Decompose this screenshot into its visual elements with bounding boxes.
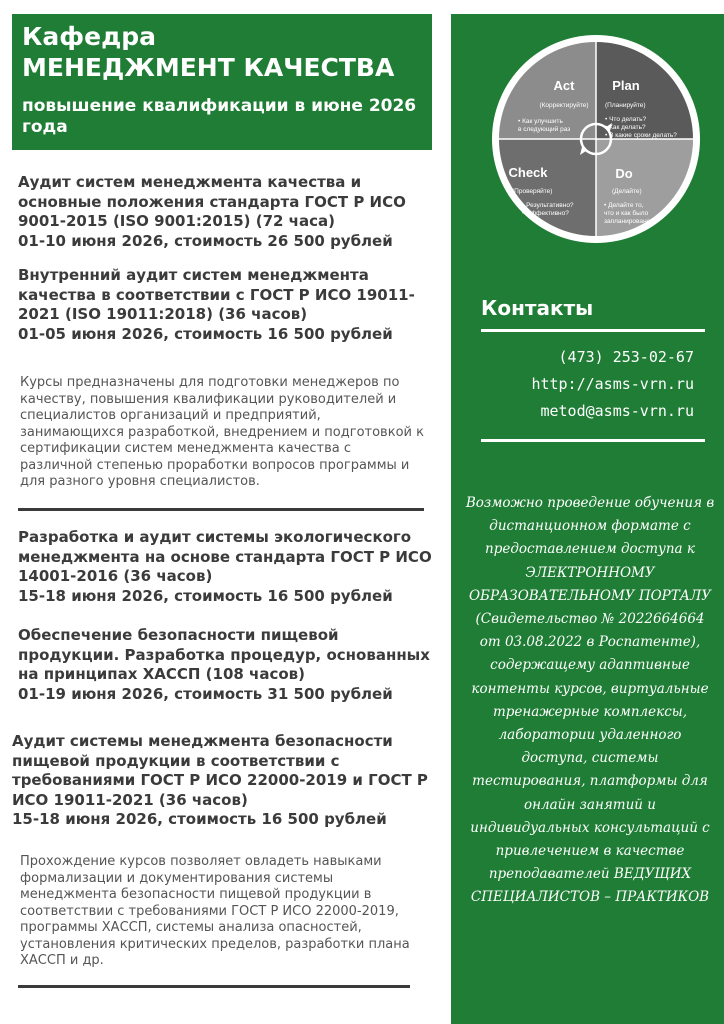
check-subtitle: (Проверяйте): [512, 188, 553, 195]
department-name: МЕНЕДЖМЕНТ КАЧЕСТВА: [22, 53, 395, 82]
course-item: [18, 173, 433, 251]
plan-line: • Что делать?: [605, 116, 647, 123]
course-title: Разработка и аудит системы экологического менеджмента на основе стандарта ГОСТ Р ИСО 14001-2016 (36 часов): [18, 528, 432, 585]
plan-subtitle: (Планируйте): [605, 102, 646, 109]
pdca-cycle-diagram: [492, 35, 700, 243]
do-title: Do: [615, 166, 633, 181]
course-info: 15-18 июня 2026, стоимость 16 500 рублей: [12, 810, 387, 828]
contacts-divider: [481, 329, 705, 332]
act-line: • Как улучшить: [518, 118, 563, 125]
plan-title: Plan: [612, 78, 640, 93]
check-line: • Результативно?: [522, 202, 574, 209]
course-title: Аудит системы менеджмента безопасности пищевой продукции в соответствии с требованиями ГОСТ Р ИСО 22000-2019 и ГОСТ Р ИСО 19011-2021 (36 часов): [12, 732, 428, 809]
check-line: • Эффективно?: [522, 210, 569, 217]
act-subtitle: (Корректируйте): [539, 102, 589, 109]
course-item: [18, 626, 433, 704]
header-subtitle: повышение квалификации в июне 2026 года: [22, 96, 417, 137]
course-info: 15-18 июня 2026, стоимость 16 500 рублей: [18, 586, 393, 605]
header-banner: [12, 14, 432, 150]
course-info: 01-05 июня 2026, стоимость 16 500 рублей: [18, 324, 393, 343]
course-item: [12, 732, 432, 830]
course-info: 01-10 июня 2026, стоимость 26 500 рублей: [18, 231, 393, 250]
plan-line: • В какие сроки делать?: [605, 132, 677, 139]
course-title: Внутренний аудит систем менеджмента качества в соответствии с ГОСТ Р ИСО 19011-2021 (ISO 19011:2018) (36 часов): [18, 266, 415, 323]
contact-website-link[interactable]: http://asms-vrn.ru: [531, 375, 694, 393]
do-line: что и как было: [604, 210, 649, 217]
plan-line: • Как делать?: [605, 124, 646, 131]
department-label: Кафедра: [22, 22, 157, 51]
course-info: 01-19 июня 2026, стоимость 31 500 рублей: [18, 684, 393, 703]
course-title: Обеспечение безопасности пищевой продукции. Разработка процедур, основанных на принципах ХАССП (108 часов): [18, 626, 430, 683]
contacts-heading: Контакты: [481, 296, 594, 320]
contacts-divider: [481, 439, 705, 442]
course-item: [18, 528, 433, 606]
course-item: [18, 266, 433, 344]
sidebar: [451, 14, 724, 1024]
contact-phone[interactable]: (473) 253-02-67: [558, 348, 694, 366]
divider: [18, 508, 424, 511]
act-title: Act: [553, 78, 575, 93]
course-description: Прохождение курсов позволяет овладеть навыками формализации и документирования системы менеджмента безопасности пищевой продукции в соответствии с требованиями ГОСТ Р ИСО 22000-2019, программы ХАССП, системы анализа опасностей, установления критических пределов, разработки плана ХАССП и др.: [20, 854, 410, 968]
distance-learning-note: Возможно проведение обучения в дистанционном формате с предоставлением доступа к ЭЛЕКТРОННОМУ ОБРАЗОВАТЕЛЬНОМУ ПОРТАЛУ (Свидетельство № 2022664664 от 03.08.2022 в Роспатенте), содержащему адаптивные контенты курсов, виртуальные тренажерные комплексы, лаборатории удаленного доступа, системы тестирования, платформы для онлайн занятий и индивидуальных консультаций с привлечением в качестве преподавателей ВЕДУЩИХ СПЕЦИАЛИСТОВ – ПРАКТИКОВ: [465, 495, 715, 906]
contact-email-link[interactable]: metod@asms-vrn.ru: [540, 402, 694, 420]
course-title: Аудит систем менеджмента качества и основные положения стандарта ГОСТ Р ИСО 9001-2015 (ISO 9001:2015) (72 часа): [18, 173, 406, 230]
do-subtitle: (Делайте): [612, 188, 642, 195]
course-description: Курсы предназначены для подготовки менеджеров по качеству, повышения квалификации руководителей и специалистов организаций и предприятий, занимающихся разработкой, внедрением и подготовкой к сертификации систем менеджмента качества с различной степенью проработки вопросов программы и для разного уровня специалистов.: [20, 375, 424, 489]
check-title: Check: [508, 165, 548, 180]
do-line: • Делайте то,: [604, 202, 644, 209]
act-line: в следующий раз: [518, 126, 571, 133]
do-line: запланировано: [604, 218, 651, 225]
divider: [18, 985, 410, 988]
